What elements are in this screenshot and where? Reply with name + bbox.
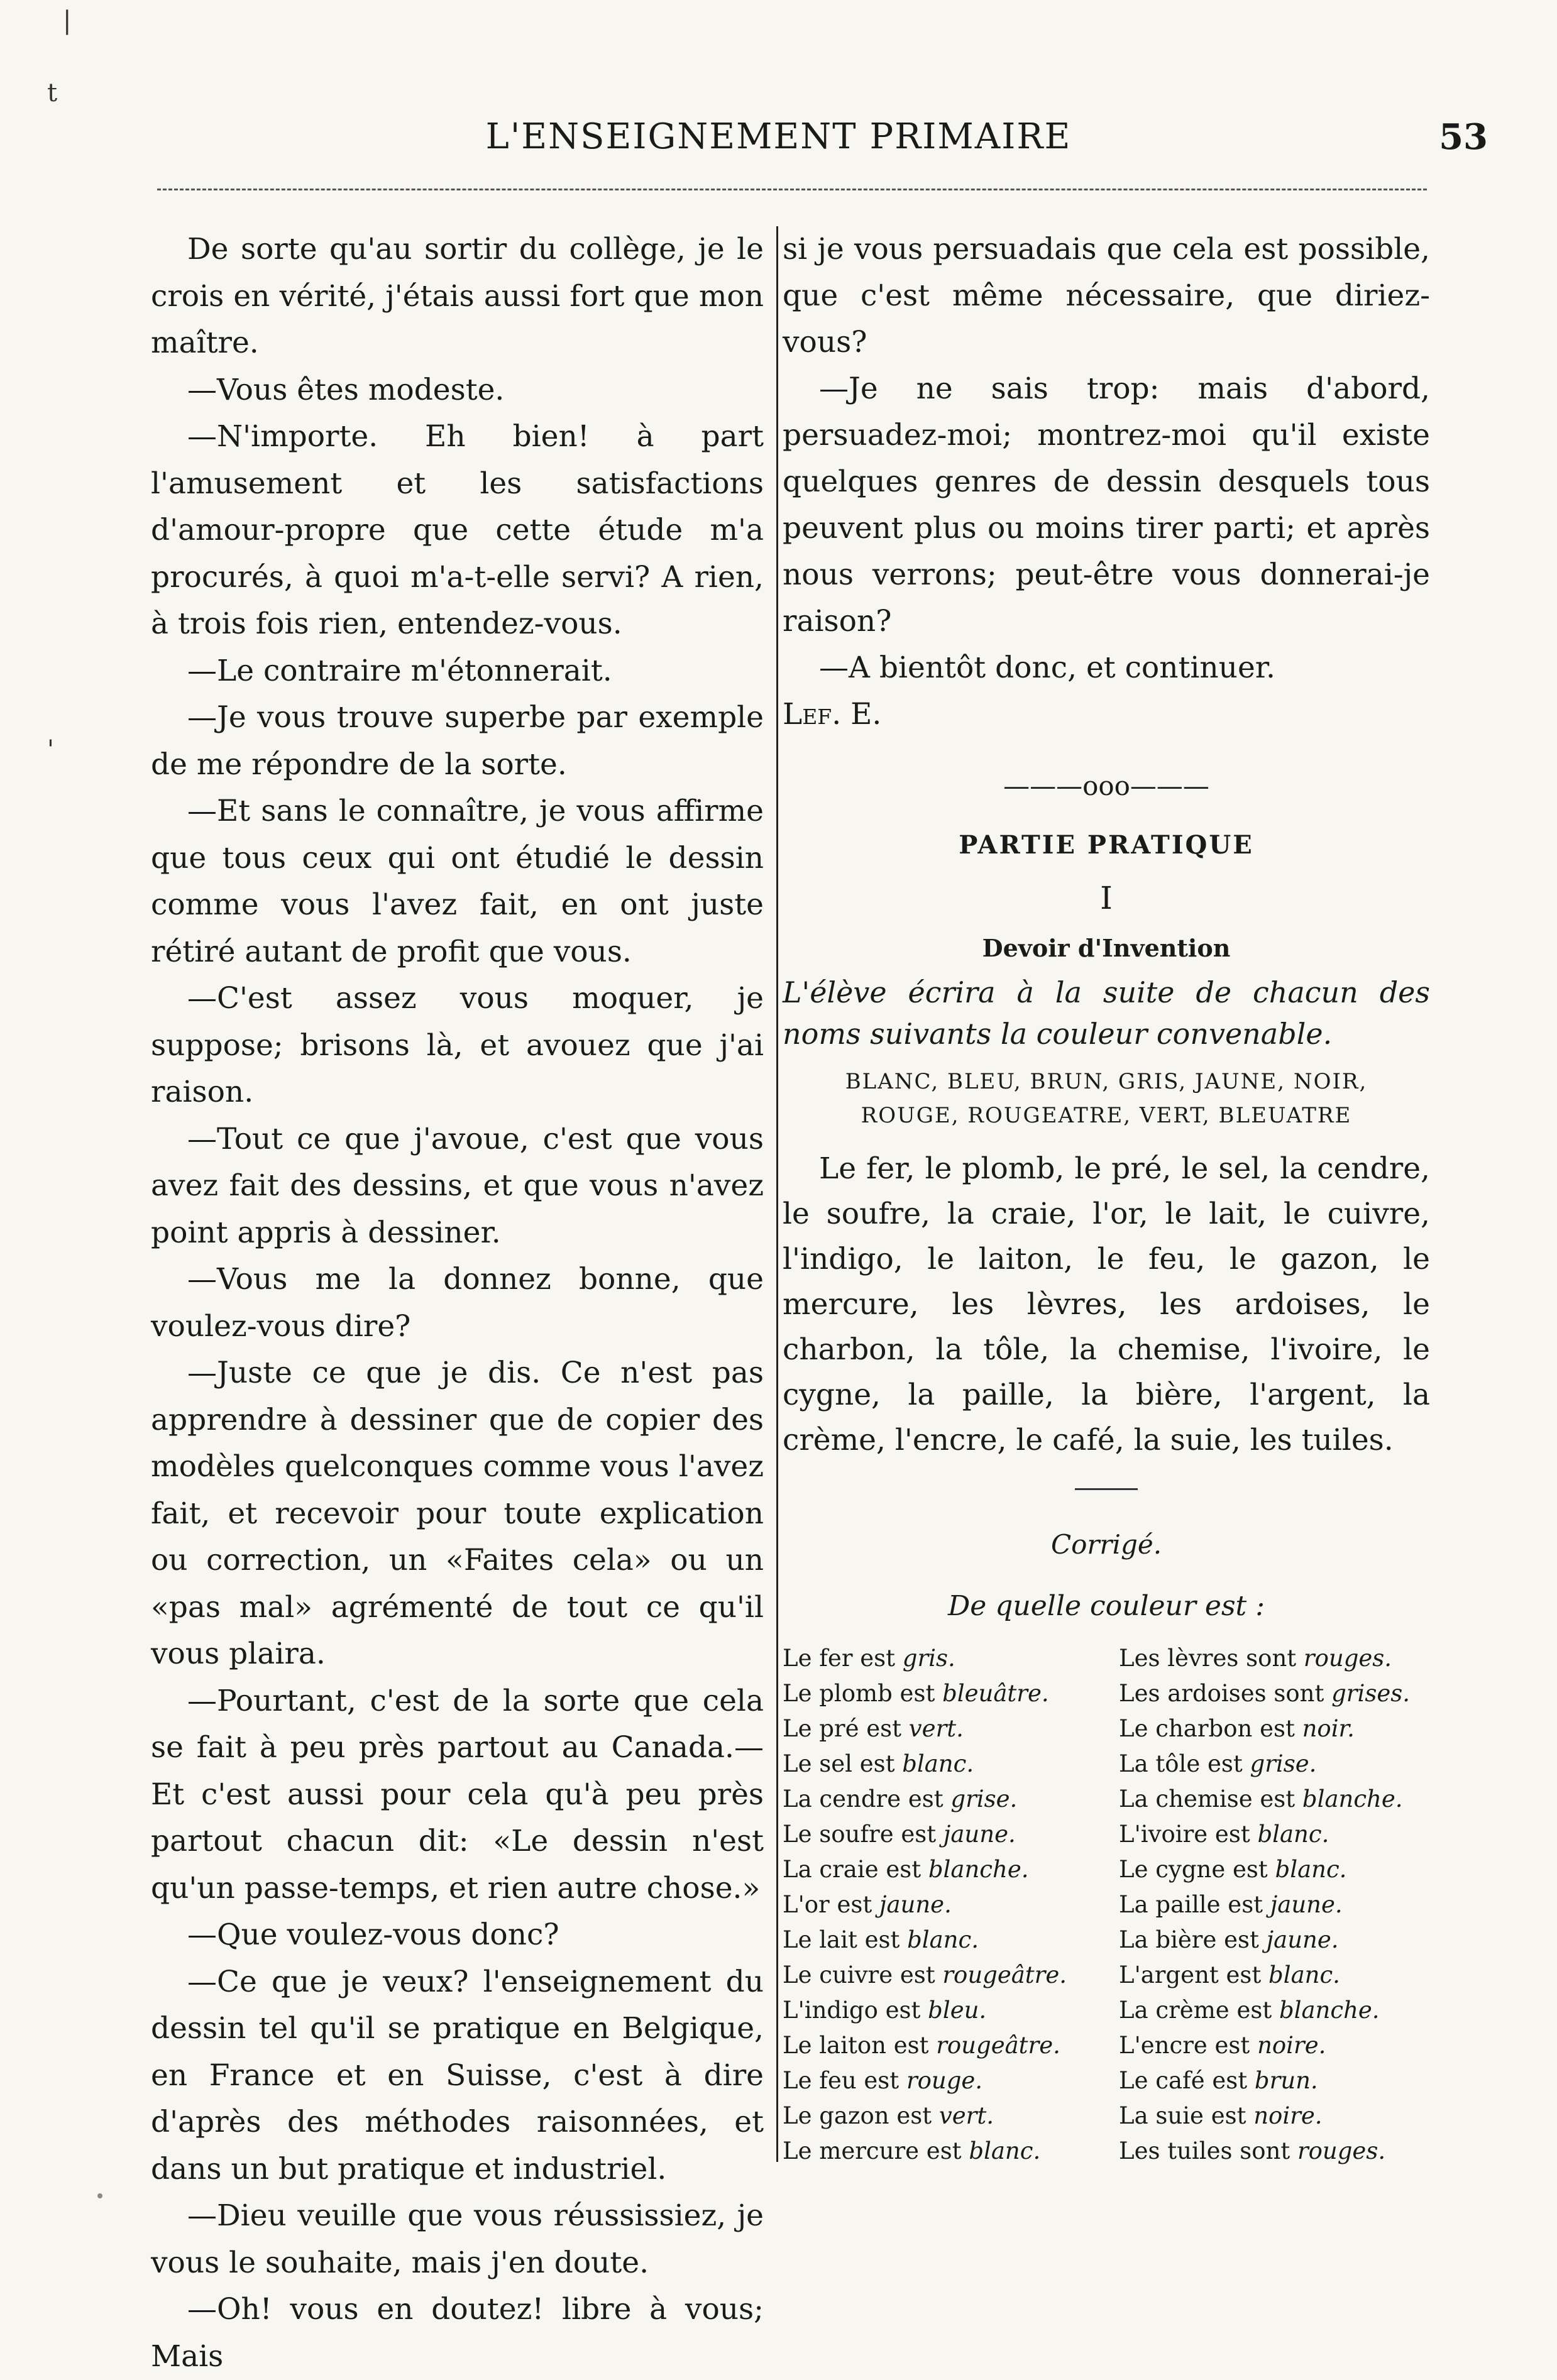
- paragraph: —Dieu veuille que vous réussissiez, je vous le souhaite, mais j'en doute.: [151, 2198, 764, 2280]
- paragraph: —Pourtant, c'est de la sorte que cela se fait à peu près partout au Canada.—Et c'est aussi pour cela qu'à peu près partout chacun dit: «Le dessin n'est qu'un passe-temps, et rien autre chose.»: [151, 1683, 764, 1906]
- answer-line: [783, 1782, 1094, 1817]
- answer-subject: Le fer est: [783, 1645, 903, 1672]
- color-words-line: BLANC, BLEU, BRUN, GRIS, JAUNE, NOIR,: [845, 1069, 1368, 1094]
- paragraph: —Oh! vous en doutez! libre à vous; Mais: [151, 2292, 764, 2374]
- answer-subject: La suie est: [1119, 2102, 1254, 2129]
- answer-subject: Le sel est: [783, 1750, 903, 1777]
- answer-subject: L'ivoire est: [1119, 1821, 1258, 1848]
- answer-color: blanche.: [928, 1856, 1029, 1883]
- answer-color: grise.: [950, 1785, 1018, 1812]
- answer-subject: La tôle est: [1119, 1750, 1250, 1777]
- answer-line: [783, 1958, 1094, 1993]
- paragraph: —Que voulez-vous donc?: [187, 1917, 559, 1952]
- answer-line: [783, 1641, 1094, 1676]
- answer-subject: Le cygne est: [1119, 1856, 1275, 1883]
- answer-line: [1119, 1852, 1430, 1887]
- margin-mark: ': [47, 735, 54, 764]
- answer-subject: L'or est: [783, 1891, 879, 1918]
- answer-color: noire.: [1253, 2102, 1323, 2129]
- answer-color: blanc.: [907, 1926, 979, 1953]
- answer-color: vert.: [908, 1715, 964, 1742]
- answer-subject: Le charbon est: [1119, 1715, 1302, 1742]
- answer-color: rougeâtre.: [942, 1961, 1067, 1988]
- answer-column-left: [783, 1641, 1094, 2169]
- answer-key: [783, 1641, 1430, 2169]
- answer-key-question: De quelle couleur est :: [947, 1590, 1265, 1622]
- paragraph: —Vous me la donnez bonne, que voulez-vous dire?: [151, 1262, 764, 1344]
- paragraph: —Le contraire m'étonnerait.: [187, 653, 612, 688]
- answer-color: rouges.: [1303, 1645, 1392, 1672]
- section-ornament: ———ooo———: [1003, 770, 1209, 801]
- paragraph-continuation: si je vous persuadais que cela est possible, que c'est même nécessaire, que diriez-vous?: [783, 232, 1430, 359]
- answer-subject: Le laiton est: [783, 2032, 937, 2059]
- answer-subject: Le plomb est: [783, 1680, 943, 1707]
- answer-line: [783, 1817, 1094, 1852]
- paragraph: —Et sans le connaître, je vous affirme que tous ceux qui ont étudié le dessin comme vous l'avez fait, en ont juste rétiré autant de profit que vous.: [151, 794, 764, 969]
- answer-line: [1119, 1711, 1430, 1747]
- answer-subject: L'argent est: [1119, 1961, 1269, 1988]
- answer-subject: Les tuiles sont: [1119, 2137, 1297, 2164]
- answer-subject: Les lèvres sont: [1119, 1645, 1304, 1672]
- answer-color: rougeâtre.: [936, 2032, 1060, 2059]
- answer-color: noir.: [1302, 1715, 1355, 1742]
- exercise-text: Le fer, le plomb, le pré, le sel, la cendre, le soufre, la craie, l'or, le lait, le cuivre, l'indigo, le laiton, le feu, le gazon, le mercure, les lèvres, les ardoises, le charbon, la tôle, la chemise, l'ivoire, le cygne, la paille, la bière, l'argent, la crème, l'encre, le café, la suie, les tuiles.: [783, 1151, 1430, 1457]
- paragraph: —Je vous trouve superbe par exemple de me répondre de la sorte.: [151, 700, 764, 782]
- answer-line: [1119, 1747, 1430, 1782]
- section-title: PARTIE PRATIQUE: [959, 830, 1254, 860]
- divider-rule: [1075, 1488, 1138, 1490]
- answer-line: [1119, 2134, 1430, 2169]
- answer-color: jaune.: [1266, 1926, 1339, 1953]
- paragraph: —N'importe. Eh bien! à part l'amusement et les satisfactions d'amour-propre que cette étude m'a procurés, à quoi m'a-t-elle servi? A rien, à trois fois rien, entendez-vous.: [151, 419, 764, 641]
- answer-line: [783, 2028, 1094, 2063]
- answer-line: [1119, 2028, 1430, 2063]
- paragraph: —Tout ce que j'avoue, c'est que vous avez fait des dessins, et que vous n'avez point appris à dessiner.: [151, 1121, 764, 1250]
- margin-mark: |: [63, 6, 72, 35]
- answer-line: [1119, 1993, 1430, 2028]
- answer-line: [1119, 2098, 1430, 2134]
- answer-color: blanche.: [1279, 1997, 1380, 2024]
- answer-subject: L'encre est: [1119, 2032, 1258, 2059]
- answer-color: brun.: [1254, 2067, 1318, 2094]
- paragraph: De sorte qu'au sortir du collège, je le crois en vérité, j'étais aussi fort que mon maître.: [151, 232, 764, 360]
- answer-color: blanche.: [1302, 1785, 1403, 1812]
- answer-line: [783, 1676, 1094, 1711]
- answer-line: [783, 1887, 1094, 1922]
- answer-subject: La cendre est: [783, 1785, 951, 1812]
- answer-subject: Le soufre est: [783, 1821, 944, 1848]
- answer-color: gris.: [902, 1645, 955, 1672]
- answer-line: [1119, 1958, 1430, 1993]
- exercise-number: I: [1100, 880, 1113, 916]
- print-speck: [97, 2193, 102, 2198]
- answer-line: [1119, 1817, 1430, 1852]
- color-words-line: ROUGE, ROUGEATRE, VERT, BLEUATRE: [861, 1103, 1352, 1128]
- answer-line: [1119, 1922, 1430, 1958]
- column-divider: [776, 226, 778, 2162]
- answer-subject: La craie est: [783, 1856, 928, 1883]
- answer-subject: Le lait est: [783, 1926, 908, 1953]
- paragraph: —C'est assez vous moquer, je suppose; brisons là, et avouez que j'ai raison.: [151, 981, 764, 1109]
- answer-color: rouges.: [1297, 2137, 1386, 2164]
- left-column: [151, 226, 764, 2380]
- paragraph: —Vous êtes modeste.: [187, 372, 505, 407]
- answer-subject: Le pré est: [783, 1715, 909, 1742]
- running-header-title: L'ENSEIGNEMENT PRIMAIRE: [485, 116, 1072, 157]
- answer-color: blanc.: [902, 1750, 974, 1777]
- answer-color: blanc.: [1268, 1961, 1340, 1988]
- answer-line: [1119, 1676, 1430, 1711]
- answer-line: [783, 2098, 1094, 2134]
- answer-subject: Le cuivre est: [783, 1961, 943, 1988]
- paragraph: —Juste ce que je dis. Ce n'est pas apprendre à dessiner que de copier des modèles quelconques comme vous l'avez fait, et recevoir pour toute explication ou correction, un «Faites cela» ou un «pas mal» agrémenté de tout ce qu'il vous plaira.: [151, 1356, 764, 1671]
- answer-color: noire.: [1257, 2032, 1326, 2059]
- answer-color: grise.: [1250, 1750, 1317, 1777]
- answer-line: [783, 2063, 1094, 2098]
- answer-line: [1119, 2063, 1430, 2098]
- answer-line: [783, 1711, 1094, 1747]
- answer-line: [1119, 1887, 1430, 1922]
- answer-color: jaune.: [943, 1821, 1016, 1848]
- answer-subject: La bière est: [1119, 1926, 1267, 1953]
- answer-color: rouge.: [906, 2067, 983, 2094]
- answer-color: blanc.: [1275, 1856, 1347, 1883]
- right-column: [783, 226, 1430, 2169]
- answer-subject: La crème est: [1119, 1997, 1279, 2024]
- answer-color: bleuâtre.: [942, 1680, 1049, 1707]
- page-number: 53: [1439, 116, 1488, 158]
- answer-subject: Les ardoises sont: [1119, 1680, 1332, 1707]
- answer-column-right: [1094, 1641, 1430, 2169]
- answer-color: jaune.: [879, 1891, 952, 1918]
- answer-subject: La chemise est: [1119, 1785, 1302, 1812]
- exercise-title: Devoir d'Invention: [982, 934, 1231, 962]
- margin-mark: t: [47, 79, 58, 107]
- answer-color: vert.: [938, 2102, 994, 2129]
- answer-line: [783, 1747, 1094, 1782]
- answer-color: jaune.: [1270, 1891, 1343, 1918]
- answer-subject: Le café est: [1119, 2067, 1255, 2094]
- answer-subject: La paille est: [1119, 1891, 1270, 1918]
- paragraph: —Je ne sais trop: mais d'abord, persuadez-moi; montrez-moi qu'il existe quelques genres de dessin desquels tous peuvent plus ou moins tirer parti; et après nous verrons; peut-être vous donnerai-je raison?: [783, 371, 1430, 639]
- answer-key-title: Corrigé.: [1050, 1529, 1162, 1560]
- answer-line: [783, 2134, 1094, 2169]
- answer-color: bleu.: [928, 1997, 987, 2024]
- answer-line: [783, 1922, 1094, 1958]
- paragraph: —Ce que je veux? l'enseignement du dessin tel qu'il se pratique en Belgique, en France et en Suisse, c'est à dire d'après des méthodes raisonnées, et dans un but pratique et industriel.: [151, 1964, 764, 2186]
- answer-color: grises.: [1331, 1680, 1410, 1707]
- answer-subject: Le feu est: [783, 2067, 906, 2094]
- answer-color: blanc.: [969, 2137, 1041, 2164]
- paragraph: —A bientôt donc, et continuer.: [819, 650, 1275, 685]
- answer-subject: L'indigo est: [783, 1997, 928, 2024]
- answer-line: [1119, 1782, 1430, 1817]
- answer-color: blanc.: [1257, 1821, 1329, 1848]
- exercise-instruction: L'élève écrira à la suite de chacun des noms suivants la couleur convenable.: [783, 975, 1430, 1051]
- answer-subject: Le gazon est: [783, 2102, 939, 2129]
- answer-line: [783, 1852, 1094, 1887]
- signature: Lef. E.: [783, 697, 882, 732]
- header-rule: [157, 189, 1427, 190]
- answer-subject: Le mercure est: [783, 2137, 969, 2164]
- color-word-list: [783, 1065, 1430, 1132]
- answer-line: [783, 1993, 1094, 2028]
- answer-line: [1119, 1641, 1430, 1676]
